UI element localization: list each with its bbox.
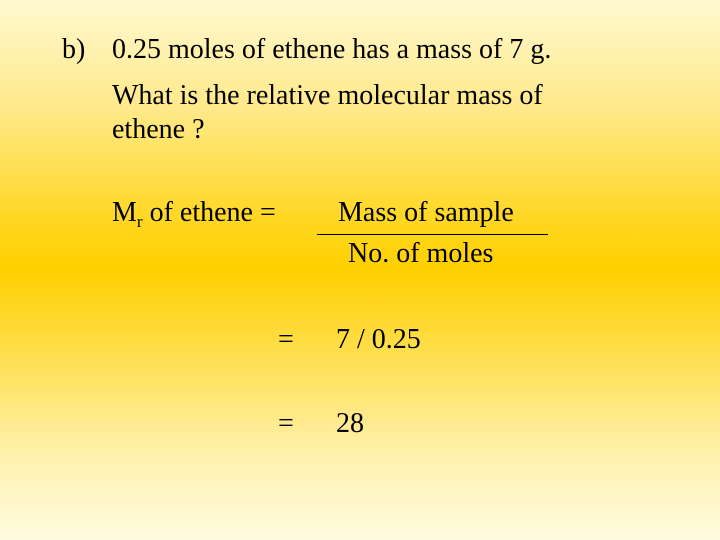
question-line-3: ethene ? bbox=[112, 114, 205, 145]
formula-lhs-symbol: M bbox=[112, 197, 137, 228]
formula-lhs bbox=[112, 197, 276, 231]
step-2-equals: = bbox=[278, 408, 294, 439]
question-label: b) bbox=[62, 34, 86, 65]
formula-lhs-text: of ethene = bbox=[142, 197, 276, 228]
formula-numerator: Mass of sample bbox=[338, 197, 514, 228]
question-line-2: What is the relative molecular mass of bbox=[112, 80, 543, 111]
question-line-1: 0.25 moles of ethene has a mass of 7 g. bbox=[112, 34, 552, 65]
formula-denominator: No. of moles bbox=[348, 238, 494, 269]
step-1-value: 7 / 0.25 bbox=[336, 324, 421, 355]
step-1-equals: = bbox=[278, 324, 294, 355]
step-2-value: 28 bbox=[336, 408, 364, 439]
fraction-bar bbox=[317, 234, 548, 235]
formula-lhs-subscript: r bbox=[136, 212, 143, 231]
